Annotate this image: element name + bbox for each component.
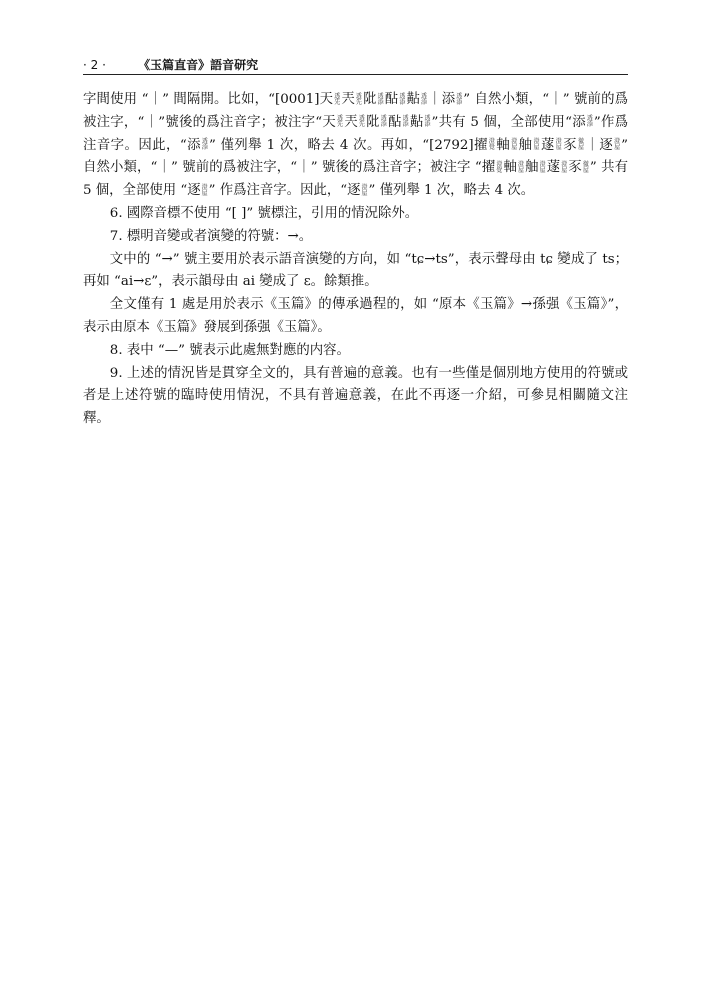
phonetic-annotation: 透 先 (358, 115, 365, 129)
arrow-usage-paragraph: 文中的 “→” 號主要用於表示語音演變的方向，如 “tɕ→ts”，表示聲母由 tɕ 變成了 ts；再如 “ai→ε”，表示韻母由 ai 變成了 ε。餘類推。 (83, 251, 628, 290)
text-run: ” 自然小類，“｜” 號前的爲被注字，“｜”號後的爲注音字；被注字“天 (83, 92, 629, 130)
phonetic-annotation: 透 添 (201, 138, 208, 152)
text-run: 酟 (387, 114, 402, 130)
text-run: ” 作爲注音字。因此，“逐 (208, 183, 361, 199)
item-9: 9. 上述的情況皆是貫穿全文的，具有普遍的意義。也有一些僅是個別地方使用的符號或者是上述符號的臨時使用情況，不具有普遍意義，在此不再逐一介紹，可參見相關隨文注釋。 (83, 365, 628, 427)
text-run: 舳 (518, 137, 533, 153)
text-run: 阰 (365, 114, 380, 130)
text-run: ” 自然小類，“｜” 號前的爲被注字，“｜” 號後的爲注音字；被注字 “擢 (83, 137, 629, 176)
phonetic-annotation: 透 添 (399, 92, 406, 106)
item-6: 6. 國際音標不使用 “[ ]” 號標注，引用的情況除外。 (109, 205, 419, 221)
phonetic-annotation: 透 添 (421, 92, 428, 106)
text-run: 軸 (503, 160, 518, 176)
phonetic-annotation: 透 先 (355, 92, 362, 106)
phonetic-annotation: 透 添 (377, 92, 384, 106)
text-run: ”作爲注音字。因此，“添 (83, 114, 628, 153)
text-run: 豕 (562, 137, 578, 153)
phonetic-annotation: 澄 屋 (511, 138, 518, 152)
text-run: 黇 (409, 114, 424, 130)
text-run: ” 僅列舉 1 次，略去 4 次。再如，“[2792]擢 (208, 137, 488, 153)
phonetic-annotation: 透 先 (334, 92, 341, 106)
phonetic-annotation: 徹 屋 (582, 160, 589, 174)
book-transmission-paragraph: 全文僅有 1 處是用於表示《玉篇》的傳承過程的，如 “原本《玉篇》→孫强《玉篇》”，表示由原本《玉篇》發展到孫强《玉篇》。 (83, 297, 628, 335)
running-header (83, 56, 628, 75)
phonetic-annotation: 澄 屋 (614, 138, 621, 152)
text-run: 黇 (406, 92, 421, 107)
phonetic-annotation: 透 添 (424, 115, 431, 129)
text-run: ” 共有 5 個，全部使用 “逐 (83, 160, 629, 199)
paragraph-continuation (83, 89, 628, 203)
phonetic-annotation: 透 添 (456, 92, 463, 106)
phonetic-annotation: 透 添 (380, 115, 387, 129)
phonetic-annotation: 澄 覺 (488, 138, 495, 152)
phonetic-annotation: 澄 屋 (561, 160, 568, 174)
text-run: 舳 (525, 160, 539, 176)
body-text (83, 89, 628, 431)
text-run: 蓫 (546, 160, 561, 176)
phonetic-annotation: 澄 覺 (496, 160, 503, 174)
text-run: 豕 (568, 160, 582, 176)
phonetic-annotation: 澄 屋 (201, 183, 208, 197)
phonetic-annotation: 徹 屋 (578, 138, 585, 152)
text-run: 阰 (362, 92, 377, 107)
phonetic-annotation: 透 先 (336, 115, 343, 129)
text-run: ” 僅列舉 1 次，略去 4 次。 (368, 183, 535, 199)
text-run: 兲 (344, 114, 358, 130)
item-7: 7. 標明音變或者演變的符號：→。 (109, 228, 313, 244)
text-run: 酟 (384, 92, 399, 107)
text-run: 兲 (341, 92, 355, 107)
text-run: 字間使用 “｜” 間隔開。比如，“[0001]天 (83, 92, 334, 107)
text-run: ｜逐 (585, 137, 614, 153)
phonetic-annotation: 澄 屋 (555, 138, 562, 152)
page-number: · 2 · (83, 58, 106, 72)
phonetic-annotation: 澄 屋 (361, 183, 368, 197)
running-title: 《玉篇直音》語音研究 (138, 58, 259, 72)
text-run: ”共有 5 個，全部使用“添 (431, 114, 586, 130)
phonetic-annotation: 澄 屋 (533, 138, 540, 152)
item-8: 8. 表中 “—” 號表示此處無對應的内容。 (109, 342, 350, 358)
phonetic-annotation: 透 添 (402, 115, 409, 129)
phonetic-annotation: 透 添 (586, 115, 593, 129)
text-run: 軸 (495, 137, 511, 153)
phonetic-annotation: 澄 屋 (518, 160, 525, 174)
text-run: ｜添 (428, 92, 456, 107)
phonetic-annotation: 澄 屋 (539, 160, 546, 174)
text-run: 蓫 (540, 137, 555, 153)
